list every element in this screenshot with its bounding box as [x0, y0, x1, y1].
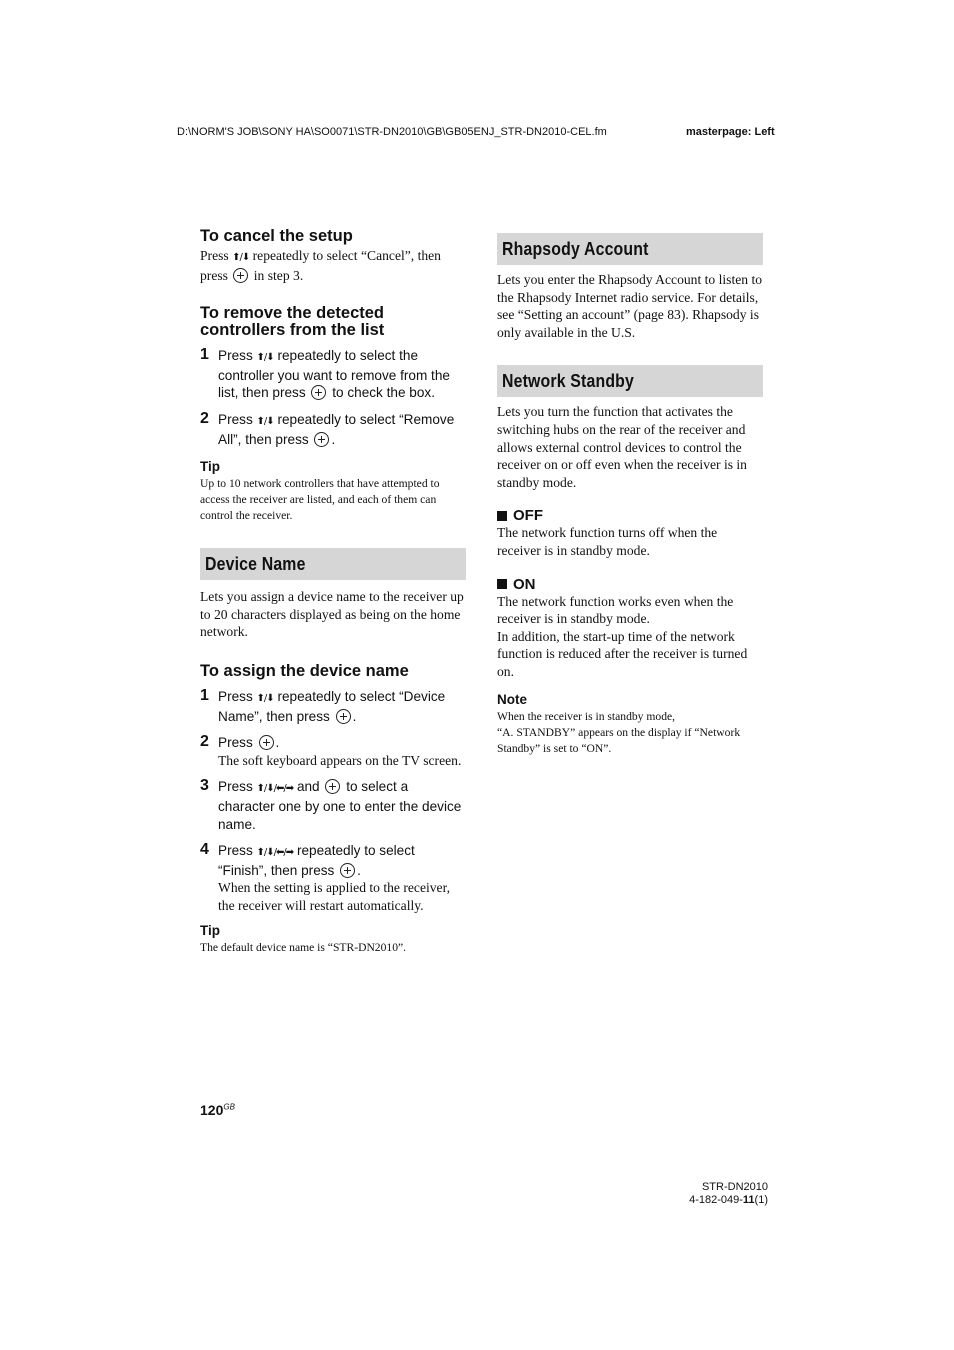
option-off-text: The network function turns off when the receiver is in standby mode.	[497, 525, 718, 558]
assign-step-2: 2 Press . The soft keyboard appears on the TV screen.	[200, 733, 462, 768]
assign-step-3: 3 Press ⬆/⬇/⬅/➡ and to select a character one by one to enter the device name.	[200, 777, 462, 832]
assign-step-1: 1 Press ⬆/⬇ repeatedly to select “Device Name”, then press .	[200, 686, 446, 724]
file-path: D:\NORM'S JOB\SONY HA\SO0071\STR-DN2010\GB\GB05ENJ_STR-DN2010-CEL.fm	[177, 126, 607, 138]
right-column	[497, 233, 763, 757]
assign-step-2-note: The soft keyboard appears on the TV screen.	[218, 752, 462, 768]
up-down-arrows-icon: ⬆/⬇	[256, 692, 274, 704]
enter-button-icon	[340, 863, 355, 878]
option-off-heading: OFF	[497, 507, 763, 524]
network-standby-description: Lets you turn the function that activates the switching hubs on the rear of the receiver and allows external control devices to control the receiver on or off even when the receiver is in standby mode.	[497, 404, 747, 490]
cancel-setup-text: Press ⬆/⬇ repeatedly to select “Cancel”, then press in step 3.	[200, 248, 441, 283]
rhapsody-account-description: Lets you enter the Rhapsody Account to listen to the Rhapsody Internet radio service. For details, see “Setting an account” (page 83). Rhapsody is only available in the U.S.	[497, 272, 763, 340]
square-bullet-icon	[497, 579, 507, 589]
device-name-section-bar: Device Name	[200, 548, 466, 580]
tip-text: The default device name is “STR-DN2010”.	[200, 941, 407, 955]
remove-step-2: 2 Press ⬆/⬇ repeatedly to select “Remove All”, then press .	[200, 409, 455, 447]
tip-text: Up to 10 network controllers that have attempted to access the receiver are listed, and each of them can control the receiver.	[200, 477, 440, 523]
enter-button-icon	[336, 709, 351, 724]
rhapsody-account-section-bar: Rhapsody Account	[497, 233, 763, 265]
page-number: $120^{GB}$	[200, 1102, 235, 1118]
remove-controllers-heading: To remove the detected controllers from the list	[200, 304, 385, 340]
assign-device-name-heading: To assign the device name	[200, 661, 409, 680]
enter-button-icon	[233, 268, 248, 283]
enter-button-icon	[259, 735, 274, 750]
tip-label: Tip	[200, 923, 220, 939]
option-on-heading: ON	[497, 576, 763, 593]
note-text: When the receiver is in standby mode, “A. STANDBY” appears on the display if “Network Standby” is set to “ON”.	[497, 709, 741, 755]
masterpage-label: masterpage: Left	[686, 126, 775, 138]
up-down-arrows-icon: ⬆/⬇	[256, 415, 274, 427]
four-way-arrows-icon: ⬆/⬇/⬅/➡	[256, 847, 294, 859]
assign-step-4: 4 Press ⬆/⬇/⬅/➡ repeatedly to select “Finish”, then press . When the setting is applied to the receiver, the receiver will restart automatically.	[200, 841, 450, 913]
up-down-arrows-icon: ⬆/⬇	[256, 352, 274, 364]
network-standby-section-bar: Network Standby	[497, 365, 763, 397]
four-way-arrows-icon: ⬆/⬇/⬅/➡	[256, 783, 294, 795]
up-down-arrows-icon: ⬆/⬇	[232, 252, 250, 263]
enter-button-icon	[311, 385, 326, 400]
square-bullet-icon	[497, 511, 507, 521]
tip-label: Tip	[200, 459, 220, 475]
cancel-setup-heading: To cancel the setup	[200, 227, 353, 245]
option-on-text: The network function works even when the receiver is in standby mode.	[497, 593, 734, 627]
model-code: STR-DN2010 4-182-049-11(1)	[689, 1181, 768, 1206]
enter-button-icon	[314, 432, 329, 447]
note-label: Note	[497, 691, 527, 707]
device-name-description: Lets you assign a device name to the receiver up to 20 characters displayed as being on the home network.	[200, 589, 464, 640]
enter-button-icon	[325, 779, 340, 794]
remove-step-1: 1 Press ⬆/⬇ repeatedly to select the controller you want to remove from the list, then press to check the box.	[200, 346, 450, 401]
option-on-text-2: In addition, the start-up time of the network function is reduced after the receiver is turned on.	[497, 628, 748, 679]
assign-step-4-note: When the setting is applied to the receiver, the receiver will restart automatically.	[218, 880, 450, 913]
left-column	[200, 228, 466, 956]
